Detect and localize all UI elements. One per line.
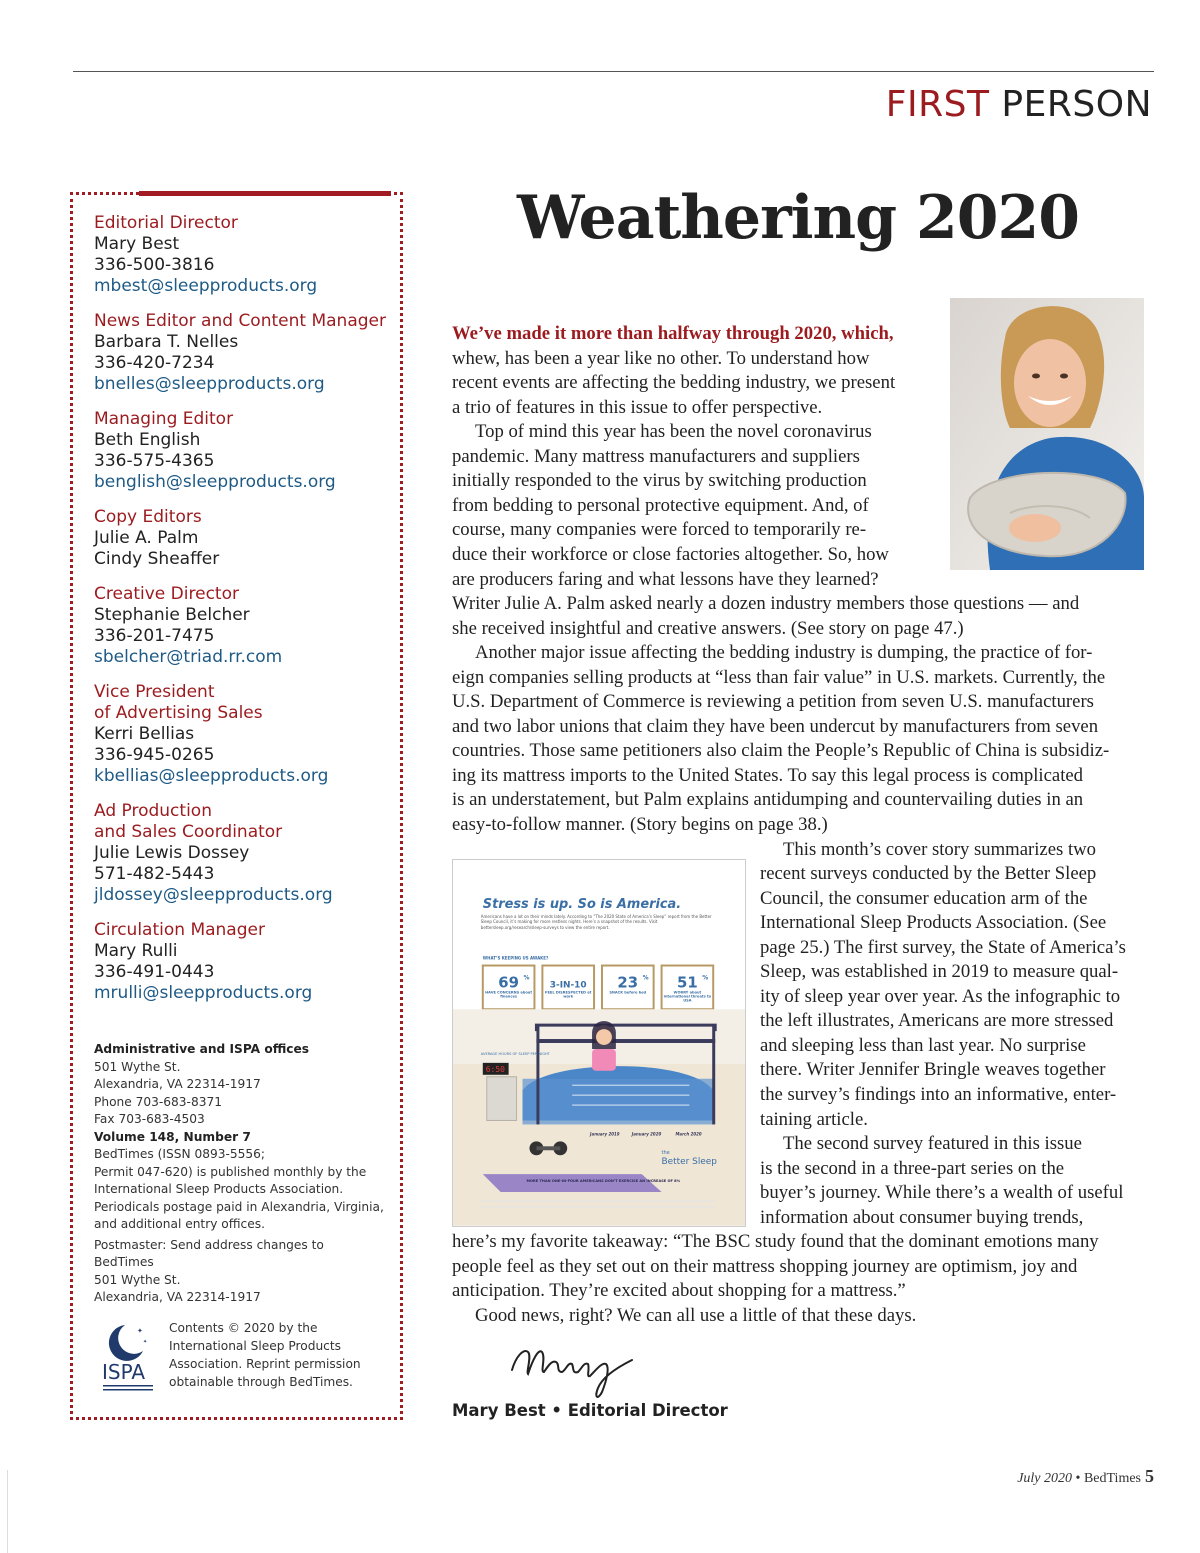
article-line: information about consumer buying trends, [760, 1207, 1084, 1228]
pub-line: and additional entry offices. [94, 1217, 265, 1231]
staff-entry [94, 507, 394, 570]
staff-name: Kerri Bellias [94, 724, 195, 744]
staff-name: Beth English [94, 430, 201, 450]
staff-role: Copy Editors [94, 507, 202, 527]
contents-line: Association. Reprint permission [169, 1357, 361, 1371]
author-photo [950, 298, 1144, 570]
article-line: Top of mind this year has been the novel coronavirus [475, 421, 872, 442]
postmaster-line: Postmaster: Send address changes to [94, 1237, 324, 1252]
staff-entry [94, 584, 394, 668]
staff-name: Stephanie Belcher [94, 605, 250, 625]
staff-role: Circulation Manager [94, 920, 265, 940]
staff-phone: 336-201-7475 [94, 626, 215, 646]
staff-entry [94, 311, 394, 395]
offices-phone: Phone 703-683-8371 [94, 1094, 222, 1109]
volume-number: Volume 148, Number 7 [94, 1129, 251, 1144]
article-line: page 25.) The first survey, the State of America’s [760, 937, 1126, 958]
article-line: U.S. Department of Commerce is reviewing a petition from seven U.S. manufacturers [452, 691, 1094, 712]
article-line: and two labor unions that claim they have been undercut by manufacturers from seven [452, 716, 1099, 737]
staff-entry [94, 801, 394, 906]
masthead-box [70, 192, 403, 1420]
staff-email[interactable]: jldossey@sleepproducts.org [94, 885, 333, 905]
article-line: from bedding to personal protective equipment. And, of [452, 495, 869, 516]
folio-date: July 2020 [1017, 1471, 1073, 1486]
infographic-label: WHAT’S KEEPING US AWAKE? [482, 955, 549, 961]
pub-line: International Sleep Products Association. [94, 1182, 344, 1196]
folio-mag: BedTimes [1083, 1471, 1141, 1486]
staff-list [94, 213, 394, 1018]
signature [506, 1326, 640, 1404]
article-line: Another major issue affecting the bedding industry is dumping, the practice of for- [475, 642, 1093, 663]
infographic-clock: 6:50 [485, 1064, 505, 1074]
ispa-logo [99, 1319, 157, 1399]
article-line: anticipation. They’re excited about shopping for a mattress.” [452, 1280, 906, 1301]
pub-line: Permit 047-620) is published monthly by the [94, 1164, 367, 1179]
contents-notice [169, 1319, 379, 1391]
staff-name: Julie A. Palm [94, 528, 199, 548]
ispa-logo-text: ISPA [102, 1360, 146, 1384]
article-line: recent events are affecting the bedding industry, we present [452, 372, 896, 393]
staff-phone: 336-945-0265 [94, 745, 215, 765]
staff-phone: 336-491-0443 [94, 962, 215, 982]
section-person: PERSON [1001, 84, 1152, 125]
staff-phone: 336-420-7234 [94, 353, 215, 373]
staff-role: Managing Editor [94, 409, 234, 429]
infographic-logo-top: the [661, 1150, 670, 1157]
staff-role: of Advertising Sales [94, 703, 263, 723]
article-line: the survey’s findings into an informative, enter- [760, 1084, 1117, 1105]
staff-name: Julie Lewis Dossey [94, 843, 250, 863]
staff-entry [94, 213, 394, 297]
svg-text:✦: ✦ [137, 1327, 143, 1335]
infographic-logo: Better Sleep [661, 1157, 717, 1168]
staff-phone: 571-482-5443 [94, 864, 215, 884]
stat-value: 3-IN-10 [549, 980, 587, 991]
article-line: and sleeping less than last year. No surprise [760, 1035, 1086, 1056]
article-line: initially responded to the virus by switching production [452, 470, 867, 491]
staff-email[interactable]: mbest@sleepproducts.org [94, 276, 318, 296]
article-line: course, many companies were forced to temporarily re- [452, 519, 867, 540]
article-line: the left illustrates, Americans are more stressed [760, 1010, 1114, 1031]
staff-email[interactable]: kbellias@sleepproducts.org [94, 766, 329, 786]
staff-phone: 336-500-3816 [94, 255, 215, 275]
article-line: This month’s cover story summarizes two [783, 839, 1096, 860]
section-heading [886, 84, 1152, 125]
stat-caption: FEEL DISRESPECTED at work [545, 990, 592, 999]
article-line: The second survey featured in this issue [783, 1133, 1082, 1154]
signature-name: Mary Best • Editorial Director [452, 1401, 728, 1420]
article-line: countries. Those same petitioners also claim the People’s Republic of China is subsidiz- [452, 740, 1110, 761]
contents-line: obtainable through BedTimes. [169, 1375, 353, 1389]
infographic [452, 859, 746, 1227]
pub-line: BedTimes (ISSN 0893-5556; [94, 1147, 265, 1161]
article-line: are producers faring and what lessons have they learned? [452, 569, 879, 590]
infographic-intro: Americans have a lot on their minds lately. According to “The 2020 State of America’s Sleep” report from the Better Sleep Council, it’s making for more restless nights. Here’s a snapshot of the results. Visit bettersleep.org/research/sleep-surveys to view the entire report. [480, 913, 712, 930]
article-line: recent surveys conducted by the Better Sleep [760, 863, 1097, 884]
article-line: here’s my favorite takeaway: “The BSC study found that the dominant emotions many [452, 1231, 1099, 1252]
article-line: whew, has been a year like no other. To understand how [452, 348, 870, 369]
offices-fax: Fax 703-683-4503 [94, 1112, 205, 1126]
staff-role: Vice President [94, 682, 215, 702]
stat-suffix: % [702, 974, 709, 982]
postmaster-line: 501 Wythe St. [94, 1272, 181, 1287]
top-rule [73, 71, 1154, 72]
article-line: a trio of features in this issue to offer perspective. [452, 397, 823, 418]
article-line: We’ve made it more than halfway through 2020, which, [452, 323, 894, 344]
article-line: Council, the consumer education arm of the [760, 888, 1088, 909]
folio-sep: • [1075, 1471, 1081, 1486]
staff-entry [94, 409, 394, 493]
staff-name: Mary Rulli [94, 941, 178, 961]
article-line: is an understatement, but Palm explains antidumping and countervailing duties in an [452, 789, 1084, 810]
article-line: eign companies selling products at “less than fair value” in U.S. markets. Currently, the [452, 667, 1106, 688]
article-line: ing its mattress imports to the United States. To say this legal process is complicated [452, 765, 1084, 786]
folio [1017, 1466, 1154, 1487]
edge-line [7, 1470, 8, 1553]
staff-email[interactable]: mrulli@sleepproducts.org [94, 983, 313, 1003]
infographic-date: January 2020 [631, 1131, 662, 1137]
article-line: Writer Julie A. Palm asked nearly a dozen industry members those questions — and [452, 593, 1080, 614]
article-line: ity of sleep year over year. As the infographic to [760, 986, 1121, 1007]
contents-line: Contents © 2020 by the [169, 1321, 318, 1335]
staff-name: Barbara T. Nelles [94, 332, 239, 352]
postmaster-line: Alexandria, VA 22314-1917 [94, 1290, 261, 1304]
staff-role: Creative Director [94, 584, 239, 604]
article-line: duce their workforce or close factories altogether. So, how [452, 544, 889, 565]
pub-line: Periodicals postage paid in Alexandria, Virginia, [94, 1199, 384, 1214]
svg-text:✦: ✦ [143, 1339, 148, 1345]
stat-value: 69 [498, 973, 519, 992]
staff-phone: 336-575-4365 [94, 451, 215, 471]
infographic-date: January 2019 [590, 1131, 620, 1137]
infographic-title: Stress is up. So is America. [482, 896, 682, 912]
staff-role: Editorial Director [94, 213, 238, 233]
article-line: is the second in a three-part series on the [760, 1158, 1065, 1179]
stat-value: 23 [617, 973, 639, 992]
offices-block [94, 1041, 384, 1307]
infographic-footer: MORE THAN ONE-IN-FOUR AMERICANS DON’T EXERCISE AN INCREASE OF 8% [526, 1179, 681, 1184]
stat-caption: SNACK before bed [609, 990, 647, 995]
article-line: easy-to-follow manner. (Story begins on page 38.) [452, 814, 828, 835]
staff-email[interactable]: benglish@sleepproducts.org [94, 472, 336, 492]
infographic-hours-label: AVERAGE HOURS OF SLEEP PER NIGHT [480, 1051, 550, 1056]
article-line: Sleep, was established in 2019 to measure qual- [760, 961, 1119, 982]
stat-suffix: % [523, 974, 530, 982]
offices-address2: Alexandria, VA 22314-1917 [94, 1077, 261, 1091]
stat-caption: WORRY about international threats to USA [663, 990, 712, 1003]
article-line: she received insightful and creative answers. (See story on page 47.) [452, 618, 964, 639]
postmaster-line: BedTimes [94, 1255, 154, 1269]
staff-entry [94, 920, 394, 1004]
staff-role: and Sales Coordinator [94, 822, 283, 842]
section-first: FIRST [885, 84, 990, 125]
contents-line: International Sleep Products [169, 1339, 342, 1353]
stat-caption: HAVE CONCERNS about finances [485, 990, 533, 999]
staff-email[interactable]: bnelles@sleepproducts.org [94, 374, 325, 394]
staff-role: Ad Production [94, 801, 212, 821]
offices-heading: Administrative and ISPA offices [94, 1042, 310, 1056]
staff-name: Cindy Sheaffer [94, 549, 220, 569]
infographic-date: March 2020 [675, 1131, 702, 1137]
offices-address1: 501 Wythe St. [94, 1059, 181, 1074]
stat-suffix: % [642, 974, 649, 982]
article-title: Weathering 2020 [517, 183, 1079, 253]
staff-email[interactable]: sbelcher@triad.rr.com [94, 647, 283, 667]
article-line: Good news, right? We can all use a little of that these days. [475, 1305, 917, 1326]
article-line: taining article. [760, 1109, 868, 1130]
article-line: pandemic. Many mattress manufacturers and suppliers [452, 446, 860, 467]
page-number: 5 [1145, 1466, 1154, 1486]
staff-entry [94, 682, 394, 787]
masthead-bar [139, 191, 391, 196]
staff-role: News Editor and Content Manager [94, 311, 386, 331]
stat-value: 51 [677, 973, 698, 992]
staff-name: Mary Best [94, 234, 180, 254]
article-line: there. Writer Jennifer Bringle weaves together [760, 1059, 1106, 1080]
article-line: buyer’s journey. While there’s a wealth of useful [760, 1182, 1124, 1203]
article-line: International Sleep Products Association. (See [760, 912, 1107, 933]
article-line: people feel as they set out on their mattress shopping journey are optimism, joy and [452, 1256, 1078, 1277]
